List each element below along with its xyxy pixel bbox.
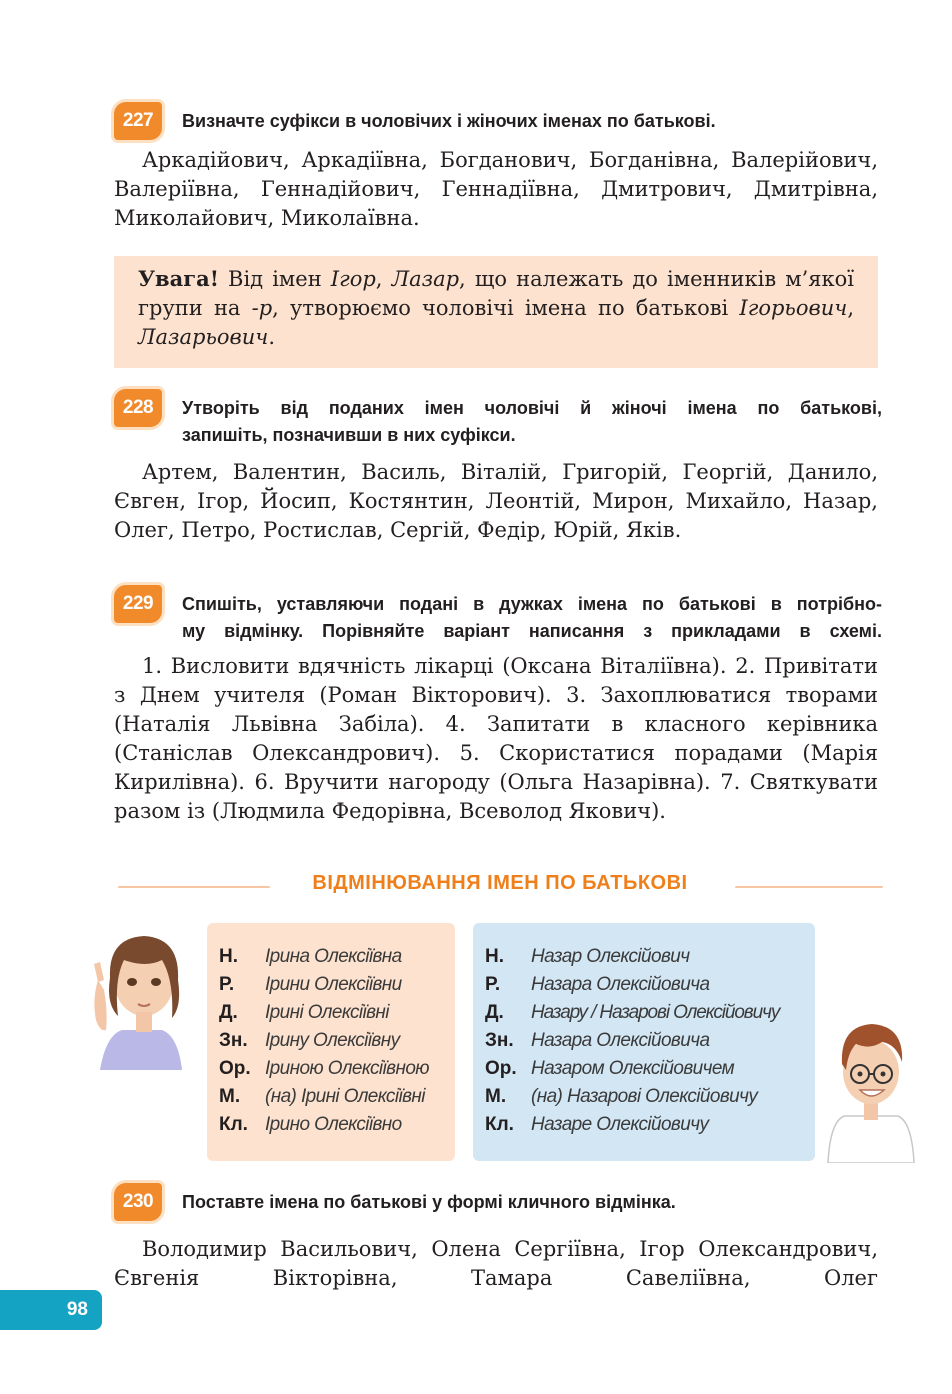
case-form: (на) Назарові Олексійовичу [531, 1086, 758, 1107]
exercise-229-text [114, 652, 878, 826]
case-form: Назару / Назарові Олексійовичу [531, 1002, 780, 1023]
task-line: Спишіть, уставляючи подані в дужках імена по батькові в потрібно- [182, 594, 882, 614]
declension-row [219, 943, 455, 971]
exercise-task [182, 395, 882, 449]
exercise-task: Поставте імена по батькові у формі кличного відмінка. [182, 1192, 676, 1212]
notice-box [114, 256, 878, 368]
exercise-text-paragraph: Аркадійович, Аркадіївна, Богданович, Богданівна, Валерійович, Валеріївна, Геннадійович, Геннадіївна, Дмитрович, Дмитрівна, Миколайович, Миколаївна. [114, 148, 878, 230]
case-label: Р. [485, 974, 501, 995]
case-label: Кл. [485, 1114, 514, 1135]
title-divider-right [735, 886, 883, 888]
declension-row [219, 1111, 455, 1139]
case-form: Назара Олексійовича [531, 974, 710, 995]
task-line: Утворіть від поданих імен чоловічі й жіночі імена по батькові, [182, 398, 882, 418]
declension-row [485, 1111, 815, 1139]
case-label: Р. [219, 974, 235, 995]
case-form: Ірину Олексіївну [265, 1030, 400, 1051]
case-label: Зн. [219, 1030, 248, 1051]
declension-row [485, 943, 815, 971]
title-divider-left [118, 886, 270, 888]
case-label: М. [219, 1086, 241, 1107]
notice-ending: -р [251, 296, 273, 320]
case-label: Кл. [219, 1114, 248, 1135]
case-label: М. [485, 1086, 507, 1107]
case-form: Назар Олексійович [531, 946, 690, 967]
declension-row [219, 971, 455, 999]
exercise-227-text [114, 146, 878, 233]
declension-feminine-panel [207, 923, 455, 1161]
task-line: му відмінку. Порівняйте варіант написання з прикладами в схемі. [182, 621, 882, 641]
notice-example-name: Лазар [391, 267, 460, 291]
case-form: Іриною Олексіївною [265, 1058, 429, 1079]
declension-row [485, 1055, 815, 1083]
girl-illustration [86, 920, 192, 1070]
notice-label: Увага! [138, 266, 219, 291]
declension-row [219, 999, 455, 1027]
exercise-228-text [114, 458, 878, 545]
exercise-number-badge: 228 [114, 389, 162, 427]
notice-text: , [375, 267, 392, 291]
page-number: 98 [0, 1290, 102, 1330]
case-form: Ірина Олексіївна [265, 946, 402, 967]
case-label: Ор. [485, 1058, 517, 1079]
task-line: запишіть, позначивши в них суфікси. [182, 425, 516, 445]
notice-example-patronymic: Ігорьович [739, 296, 848, 320]
declension-row [485, 971, 815, 999]
declension-row [485, 999, 815, 1027]
declension-masculine-panel [473, 923, 815, 1161]
case-form: Ірино Олексіївно [265, 1114, 402, 1135]
declension-row [219, 1027, 455, 1055]
notice-text: , [847, 296, 854, 320]
exercise-task: Визначте суфікси в чоловічих і жіночих іменах по батькові. [182, 111, 716, 131]
exercise-text-paragraph: Артем, Валентин, Василь, Віталій, Григорій, Георгій, Данило, Євген, Ігор, Йосип, Костянтин, Леонтій, Мирон, Михайло, Назар, Олег, Петро, Ростислав, Сергій, Федір, Юрій, Яків. [114, 460, 878, 542]
case-label: Зн. [485, 1030, 514, 1051]
case-label: Н. [219, 946, 238, 967]
exercise-text-paragraph: Володимир Васильович, Олена Сергіївна, Ігор Олександрович, Євгенія Вікторівна, Тамара Савеліївна, Олег [114, 1237, 878, 1290]
exercise-text-paragraph: 1. Висловити вдячність лікарці (Оксана Віталіївна). 2. Привітати з Днем учителя (Роман Вікторович). 3. Захоплюватися творами (Наталія Львівна Забіла). 4. Запитати в класного керівника (Станіслав Олександрович). 5. Скористатися порадами (Марія Кирилівна). 6. Вручити нагороду (Ольга Назарівна). 7. Святкувати разом із (Людмила Федорівна, Всеволод Якович). [114, 654, 878, 823]
exercise-230-text [114, 1235, 878, 1293]
case-form: Назара Олексійовича [531, 1030, 710, 1051]
exercise-task [182, 591, 882, 645]
case-label: Д. [219, 1002, 238, 1023]
notice-text: Від імен [218, 267, 331, 291]
declension-title: ВІДМІНЮВАННЯ ІМЕН ПО БАТЬКОВІ [312, 872, 688, 894]
case-label: Д. [485, 1002, 504, 1023]
notice-text: , утворюємо чоловічі імена по батькові [272, 296, 740, 320]
notice-example-name: Ігор [330, 267, 376, 291]
notice-example-patronymic: Лазарьович [138, 325, 269, 349]
declension-row [485, 1027, 815, 1055]
case-form: Ірині Олексіївні [265, 1002, 389, 1023]
case-label: Н. [485, 946, 504, 967]
exercise-number-badge: 227 [114, 102, 162, 140]
case-form: Назаре Олексійовичу [531, 1114, 709, 1135]
exercise-number-badge: 230 [114, 1183, 162, 1221]
case-form: (на) Ірині Олексіївні [265, 1086, 425, 1107]
case-form: Ірини Олексіївни [265, 974, 402, 995]
declension-row [485, 1083, 815, 1111]
boy-illustration [826, 1018, 916, 1163]
notice-text: . [268, 325, 276, 349]
case-form: Назаром Олексійовичем [531, 1058, 735, 1079]
case-label: Ор. [219, 1058, 251, 1079]
declension-row [219, 1055, 455, 1083]
notice-text: , що належать до іменників м’якої групи на [138, 267, 854, 320]
declension-row [219, 1083, 455, 1111]
exercise-number-badge: 229 [114, 585, 162, 623]
